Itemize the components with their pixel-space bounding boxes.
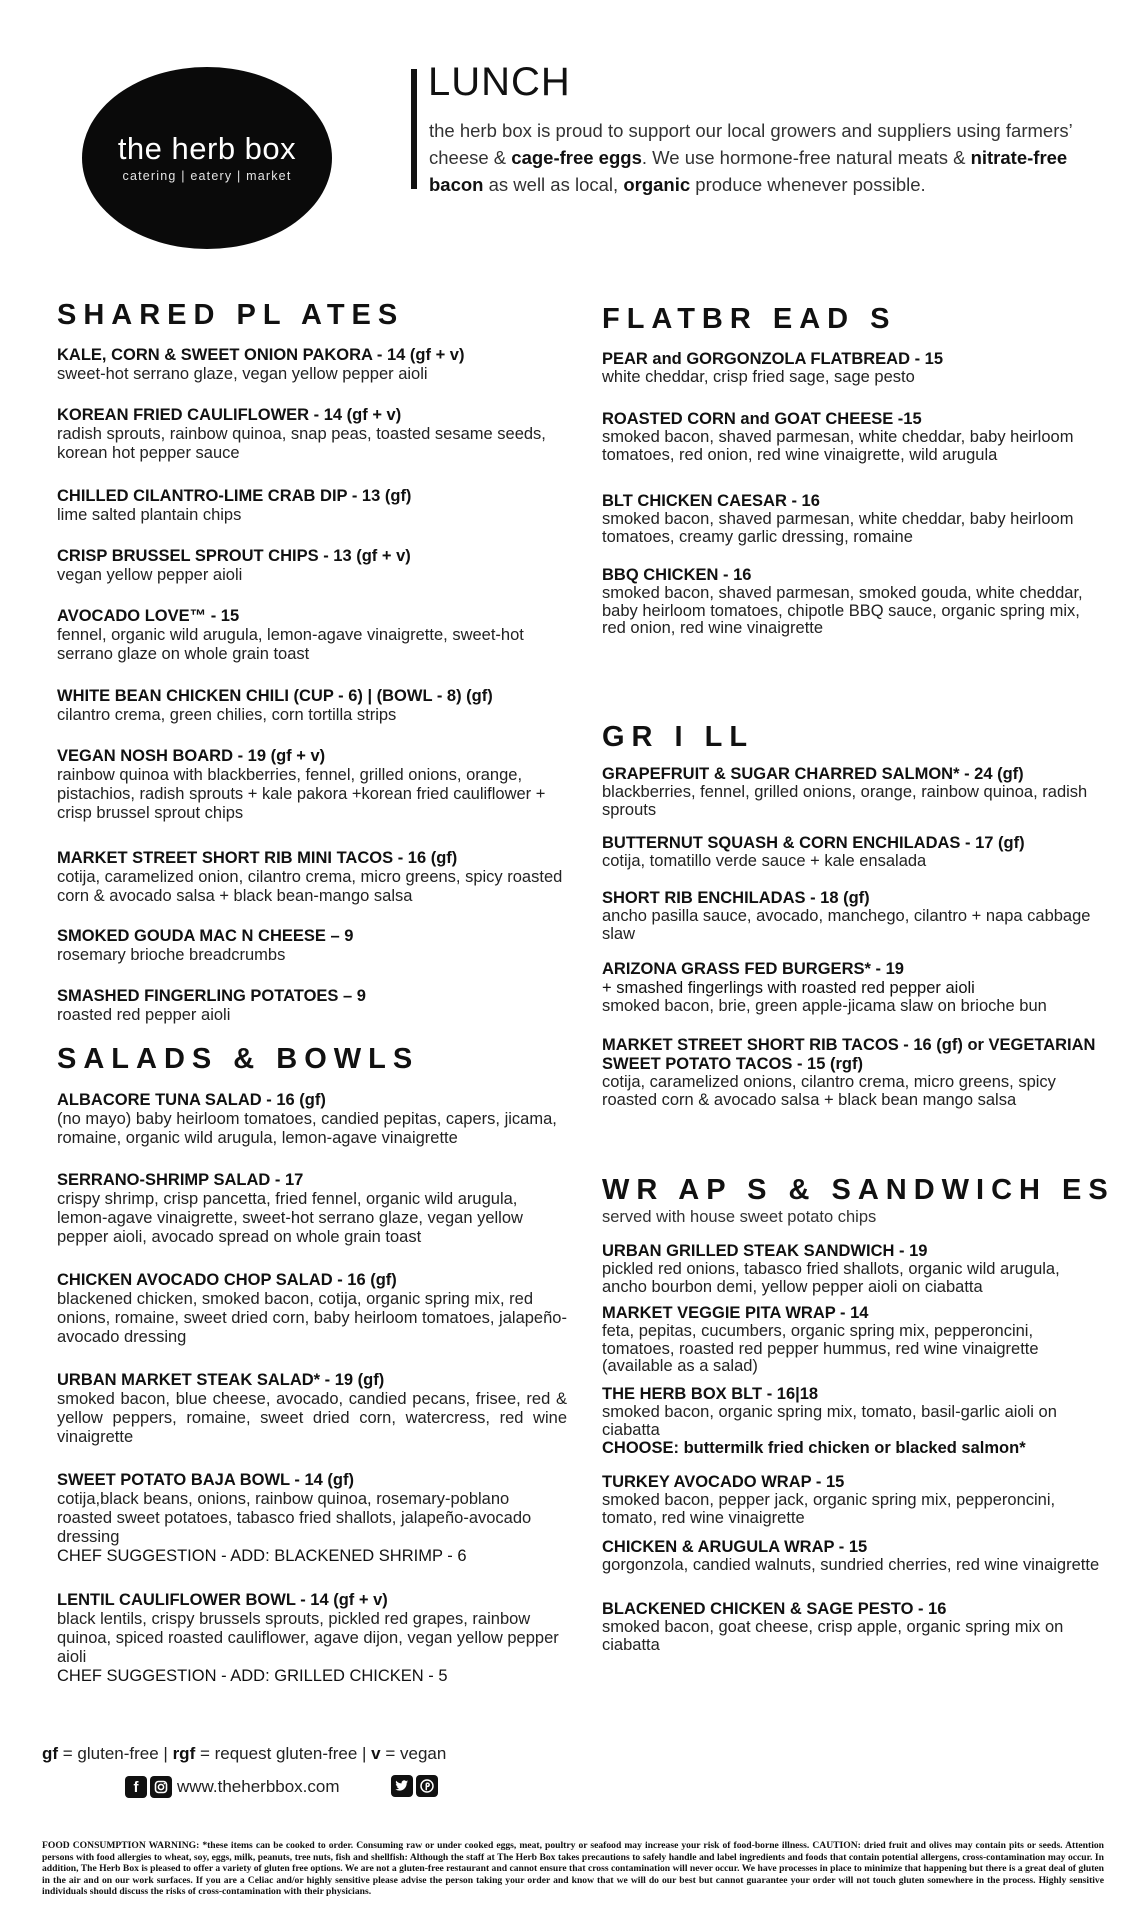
social-row: [125, 1775, 340, 1799]
section-title-shared-plates: SHARED PL ATES: [57, 299, 405, 331]
text-segment: produce whenever possible.: [690, 174, 926, 195]
menu-item: [602, 889, 1102, 943]
menu-item: [57, 1471, 567, 1566]
menu-item: [602, 350, 1102, 387]
menu-item-name: CHICKEN & ARUGULA WRAP - 15: [602, 1538, 868, 1556]
menu-item: [602, 1538, 1102, 1575]
menu-item: [602, 1600, 1102, 1654]
menu-item-name: MARKET STREET SHORT RIB MINI TACOS - 16 (gf): [57, 849, 458, 867]
menu-item-description: smoked bacon, brie, green apple-jicama slaw on brioche bun: [602, 997, 1047, 1015]
menu-item-name: GRAPEFRUIT & SUGAR CHARRED SALMON* - 24 (gf): [602, 765, 1024, 783]
menu-item: [57, 1371, 567, 1447]
menu-title: LUNCH: [428, 60, 571, 104]
menu-item-name: MARKET STREET SHORT RIB TACOS - 16 (gf) or VEGETARIAN SWEET POTATO TACOS - 15 (rgf): [602, 1036, 1096, 1073]
menu-item-extra: + smashed fingerlings with roasted red pepper aioli: [602, 979, 975, 997]
menu-item-description: black lentils, crispy brussels sprouts, pickled red grapes, rainbow quinoa, spiced roasted cauliflower, agave dijon, vegan yellow pepper aioli: [57, 1610, 559, 1666]
menu-item-name: BLT CHICKEN CAESAR - 16: [602, 492, 820, 510]
herb-box-logo: [82, 67, 332, 249]
menu-item: [57, 1171, 567, 1247]
menu-item-description: fennel, organic wild arugula, lemon-agave vinaigrette, sweet-hot serrano glaze on whole grain toast: [57, 626, 524, 663]
menu-item: [57, 1271, 567, 1347]
menu-item-description: cotija, caramelized onions, cilantro crema, micro greens, spicy roasted corn & avocado salsa + black bean mango salsa: [602, 1073, 1056, 1109]
menu-item-description: crispy shrimp, crisp pancetta, fried fennel, organic wild arugula, lemon-agave vinaigrette, sweet-hot serrano glaze, vegan yellow pepper aioli, avocado spread on whole grain toast: [57, 1190, 523, 1246]
menu-item: [57, 346, 567, 384]
menu-item: [602, 1473, 1102, 1527]
menu-item: [602, 765, 1102, 819]
menu-item-description: smoked bacon, pepper jack, organic spring mix, pepperoncini, tomato, red wine vinaigrette: [602, 1491, 1056, 1527]
menu-item-description: smoked bacon, shaved parmesan, white cheddar, baby heirloom tomatoes, red onion, red wine vinaigrette, wild arugula: [602, 428, 1074, 464]
menu-item: [602, 492, 1102, 546]
emphasis-text: organic: [623, 174, 691, 195]
menu-item-name: CHILLED CILANTRO-LIME CRAB DIP - 13 (gf): [57, 487, 412, 505]
menu-item-description: vegan yellow pepper aioli: [57, 566, 243, 584]
emphasis-text: cage-free eggs: [511, 147, 642, 168]
menu-item-name: URBAN GRILLED STEAK SANDWICH - 19: [602, 1242, 928, 1260]
menu-item-description: cotija, caramelized onion, cilantro crema, micro greens, spicy roasted corn & avocado salsa + black bean-mango salsa: [57, 868, 563, 905]
menu-item-choice: CHOOSE: buttermilk fried chicken or blacked salmon*: [602, 1439, 1026, 1457]
menu-item-description: pickled red onions, tabasco fried shallots, organic wild arugula, ancho bourbon demi, yellow pepper aioli on ciabatta: [602, 1260, 1060, 1296]
emphasis-text: nitrate-free bacon: [429, 147, 1068, 195]
dietary-legend: [42, 1744, 446, 1764]
menu-item-description: (no mayo) baby heirloom tomatoes, candied pepitas, capers, jicama, romaine, organic wild arugula, lemon-agave vinaigrette: [57, 1110, 557, 1147]
social-row-right: [391, 1775, 441, 1797]
menu-item-name: SMASHED FINGERLING POTATOES – 9: [57, 987, 366, 1005]
menu-item-description: smoked bacon, blue cheese, avocado, candied pecans, frisee, red & yellow peppers, romaine, sweet dried corn, watercress, red wine vinaigrette: [57, 1390, 567, 1446]
menu-item-name: SHORT RIB ENCHILADAS - 18 (gf): [602, 889, 870, 907]
menu-item-name: SWEET POTATO BAJA BOWL - 14 (gf): [57, 1471, 354, 1489]
menu-item-name: MARKET VEGGIE PITA WRAP - 14: [602, 1304, 869, 1322]
menu-item-name: ARIZONA GRASS FED BURGERS* - 19: [602, 960, 904, 978]
logo-tagline: catering | eatery | market: [122, 169, 292, 183]
menu-item-description: white cheddar, crisp fried sage, sage pesto: [602, 368, 915, 386]
text-segment: . We use hormone-free natural meats &: [641, 147, 971, 168]
menu-item-description: rosemary brioche breadcrumbs: [57, 946, 286, 964]
menu-item-name: KOREAN FRIED CAULIFLOWER - 14 (gf + v): [57, 406, 402, 424]
pinterest-icon[interactable]: [416, 1775, 438, 1797]
menu-item-description: smoked bacon, organic spring mix, tomato, basil-garlic aioli on ciabatta: [602, 1403, 1057, 1439]
website-link[interactable]: www.theherbbox.com: [177, 1777, 340, 1796]
section-title-salads: SALADS & BOWLS: [57, 1043, 420, 1075]
menu-item: [602, 1036, 1102, 1109]
text-segment: = vegan: [380, 1744, 447, 1763]
header-divider: [411, 69, 417, 189]
emphasis-text: rgf: [172, 1744, 196, 1763]
menu-item-description: blackened chicken, smoked bacon, cotija, organic spring mix, red onions, romaine, sweet dried corn, baby heirloom tomatoes, jalapeño-avocado dressing: [57, 1290, 567, 1346]
emphasis-text: v: [371, 1744, 381, 1763]
menu-item-description: radish sprouts, rainbow quinoa, snap peas, toasted sesame seeds, korean hot pepper sauce: [57, 425, 546, 462]
menu-item-description: feta, pepitas, cucumbers, organic spring mix, pepperoncini, tomatoes, roasted red pepper hummus, red wine vinaigrette (available as a salad): [602, 1322, 1039, 1375]
menu-item-description: ancho pasilla sauce, avocado, manchego, cilantro + napa cabbage slaw: [602, 907, 1091, 943]
menu-item-description: blackberries, fennel, grilled onions, orange, rainbow quinoa, radish sprouts: [602, 783, 1088, 819]
menu-item-description: rainbow quinoa with blackberries, fennel, grilled onions, orange, pistachios, radish sprouts + kale pakora +korean fried cauliflower + crisp brussel sprout chips: [57, 766, 546, 822]
menu-item: [57, 849, 567, 906]
menu-item-name: ROASTED CORN and GOAT CHEESE -15: [602, 410, 922, 428]
menu-item-description: cotija, tomatillo verde sauce + kale ensalada: [602, 852, 927, 870]
menu-item: [602, 834, 1102, 871]
menu-item-description: smoked bacon, shaved parmesan, white cheddar, baby heirloom tomatoes, creamy garlic dressing, romaine: [602, 510, 1074, 546]
emphasis-text: gf: [42, 1744, 59, 1763]
menu-item-name: VEGAN NOSH BOARD - 19 (gf + v): [57, 747, 326, 765]
menu-item-description: smoked bacon, goat cheese, crisp apple, organic spring mix on ciabatta: [602, 1618, 1064, 1654]
instagram-icon[interactable]: [150, 1776, 172, 1798]
menu-item: [602, 566, 1102, 638]
menu-item: [602, 1242, 1102, 1296]
menu-item-name: PEAR and GORGONZOLA FLATBREAD - 15: [602, 350, 944, 368]
menu-item-name: BUTTERNUT SQUASH & CORN ENCHILADAS - 17 (gf): [602, 834, 1025, 852]
menu-item-name: SMOKED GOUDA MAC N CHEESE – 9: [57, 927, 354, 945]
menu-item-description: cotija,black beans, onions, rainbow quinoa, rosemary-poblano roasted sweet potatoes, tabasco fried shallots, jalapeño-avocado dressing: [57, 1490, 532, 1546]
menu-item-name: URBAN MARKET STEAK SALAD* - 19 (gf): [57, 1371, 385, 1389]
text-segment: as well as local,: [483, 174, 624, 195]
menu-item-name: BLACKENED CHICKEN & SAGE PESTO - 16: [602, 1600, 947, 1618]
menu-item-name: CRISP BRUSSEL SPROUT CHIPS - 13 (gf + v): [57, 547, 411, 565]
menu-item: [57, 487, 567, 525]
menu-item: [602, 960, 1102, 1016]
menu-item-name: CHICKEN AVOCADO CHOP SALAD - 16 (gf): [57, 1271, 397, 1289]
twitter-icon[interactable]: [391, 1775, 413, 1797]
menu-item: [57, 607, 567, 664]
menu-item-name: THE HERB BOX BLT - 16|18: [602, 1385, 819, 1403]
text-segment: = gluten-free |: [58, 1744, 173, 1763]
text-segment: = request gluten-free |: [195, 1744, 372, 1763]
menu-item: [57, 687, 567, 725]
section-title-grill: GR I LL: [602, 721, 755, 753]
menu-item: [57, 1591, 567, 1686]
logo-name: the herb box: [117, 131, 297, 166]
menu-item-name: ALBACORE TUNA SALAD - 16 (gf): [57, 1091, 326, 1109]
menu-item-description: smoked bacon, shaved parmesan, smoked gouda, white cheddar, baby heirloom tomatoes, chipotle BBQ sauce, organic spring mix, red onion, red wine vinaigrette: [602, 584, 1083, 637]
menu-item: [57, 547, 567, 585]
section-title-flatbreads: FLATBR EAD S: [602, 303, 897, 335]
menu-item: [602, 1304, 1102, 1376]
chef-suggestion: CHEF SUGGESTION - ADD: BLACKENED SHRIMP - 6: [57, 1547, 467, 1565]
menu-item-description: gorgonzola, candied walnuts, sundried cherries, red wine vinaigrette: [602, 1556, 1100, 1574]
menu-item: [57, 927, 567, 965]
intro-text: [429, 117, 1109, 198]
food-warning: FOOD CONSUMPTION WARNING: *these items can be cooked to order. Consuming raw or under cooked eggs, meat, poultry or seafood may increase your risk of food-borne illness. CAUTION: dried fruit and olives may contain pits or seeds. Attention persons with food allergies to wheat, soy, eggs, milk, peanuts, tree nuts, fish and shellfish: Although the staff at The Herb Box takes precautions to safely handle and label ingredients and foods that contain potential allergens, cross-contamination may occur. In addition, The Herb Box is pleased to offer a variety of gluten free options. We are not a gluten-free restaurant and cannot ensure that cross contamination will never occur. We have processes in place to minimize that happening but there is a great deal of gluten in the air and on our work surfaces. If you are a Celiac and/or highly sensitive please advise the person taking your order and know that we will do our best but cannot guarantee your order will not touch gluten somewhere in the process. Highly sensitive individuals should discuss the risks of cross-contamination with their physicians.: [42, 1840, 1104, 1897]
menu-item: [602, 1385, 1102, 1458]
menu-item-name: AVOCADO LOVE™ - 15: [57, 607, 240, 625]
menu-item-name: KALE, CORN & SWEET ONION PAKORA - 14 (gf + v): [57, 346, 465, 364]
menu-item-description: roasted red pepper aioli: [57, 1006, 231, 1024]
chef-suggestion: CHEF SUGGESTION - ADD: GRILLED CHICKEN - 5: [57, 1667, 448, 1685]
menu-item: [57, 1091, 567, 1148]
facebook-icon[interactable]: f: [125, 1776, 147, 1798]
menu-item-description: lime salted plantain chips: [57, 506, 242, 524]
menu-item-name: BBQ CHICKEN - 16: [602, 566, 752, 584]
menu-item-name: TURKEY AVOCADO WRAP - 15: [602, 1473, 845, 1491]
menu-item: [57, 406, 567, 463]
menu-item-name: LENTIL CAULIFLOWER BOWL - 14 (gf + v): [57, 1591, 388, 1609]
menu-item: [57, 987, 567, 1025]
menu-item-description: cilantro crema, green chilies, corn tortilla strips: [57, 706, 397, 724]
section-title-wraps: WR AP S & SANDWICH ES: [602, 1174, 1115, 1206]
menu-item-name: SERRANO-SHRIMP SALAD - 17: [57, 1171, 304, 1189]
menu-item: [57, 747, 567, 823]
menu-item-description: sweet-hot serrano glaze, vegan yellow pepper aioli: [57, 365, 428, 383]
menu-item-name: WHITE BEAN CHICKEN CHILI (CUP - 6) | (BOWL - 8) (gf): [57, 687, 493, 705]
text-segment: the herb box is proud to support our local growers and suppliers using farmers’ cheese &: [429, 120, 1073, 168]
menu-item: [602, 410, 1102, 464]
wraps-subtitle: served with house sweet potato chips: [602, 1208, 877, 1226]
